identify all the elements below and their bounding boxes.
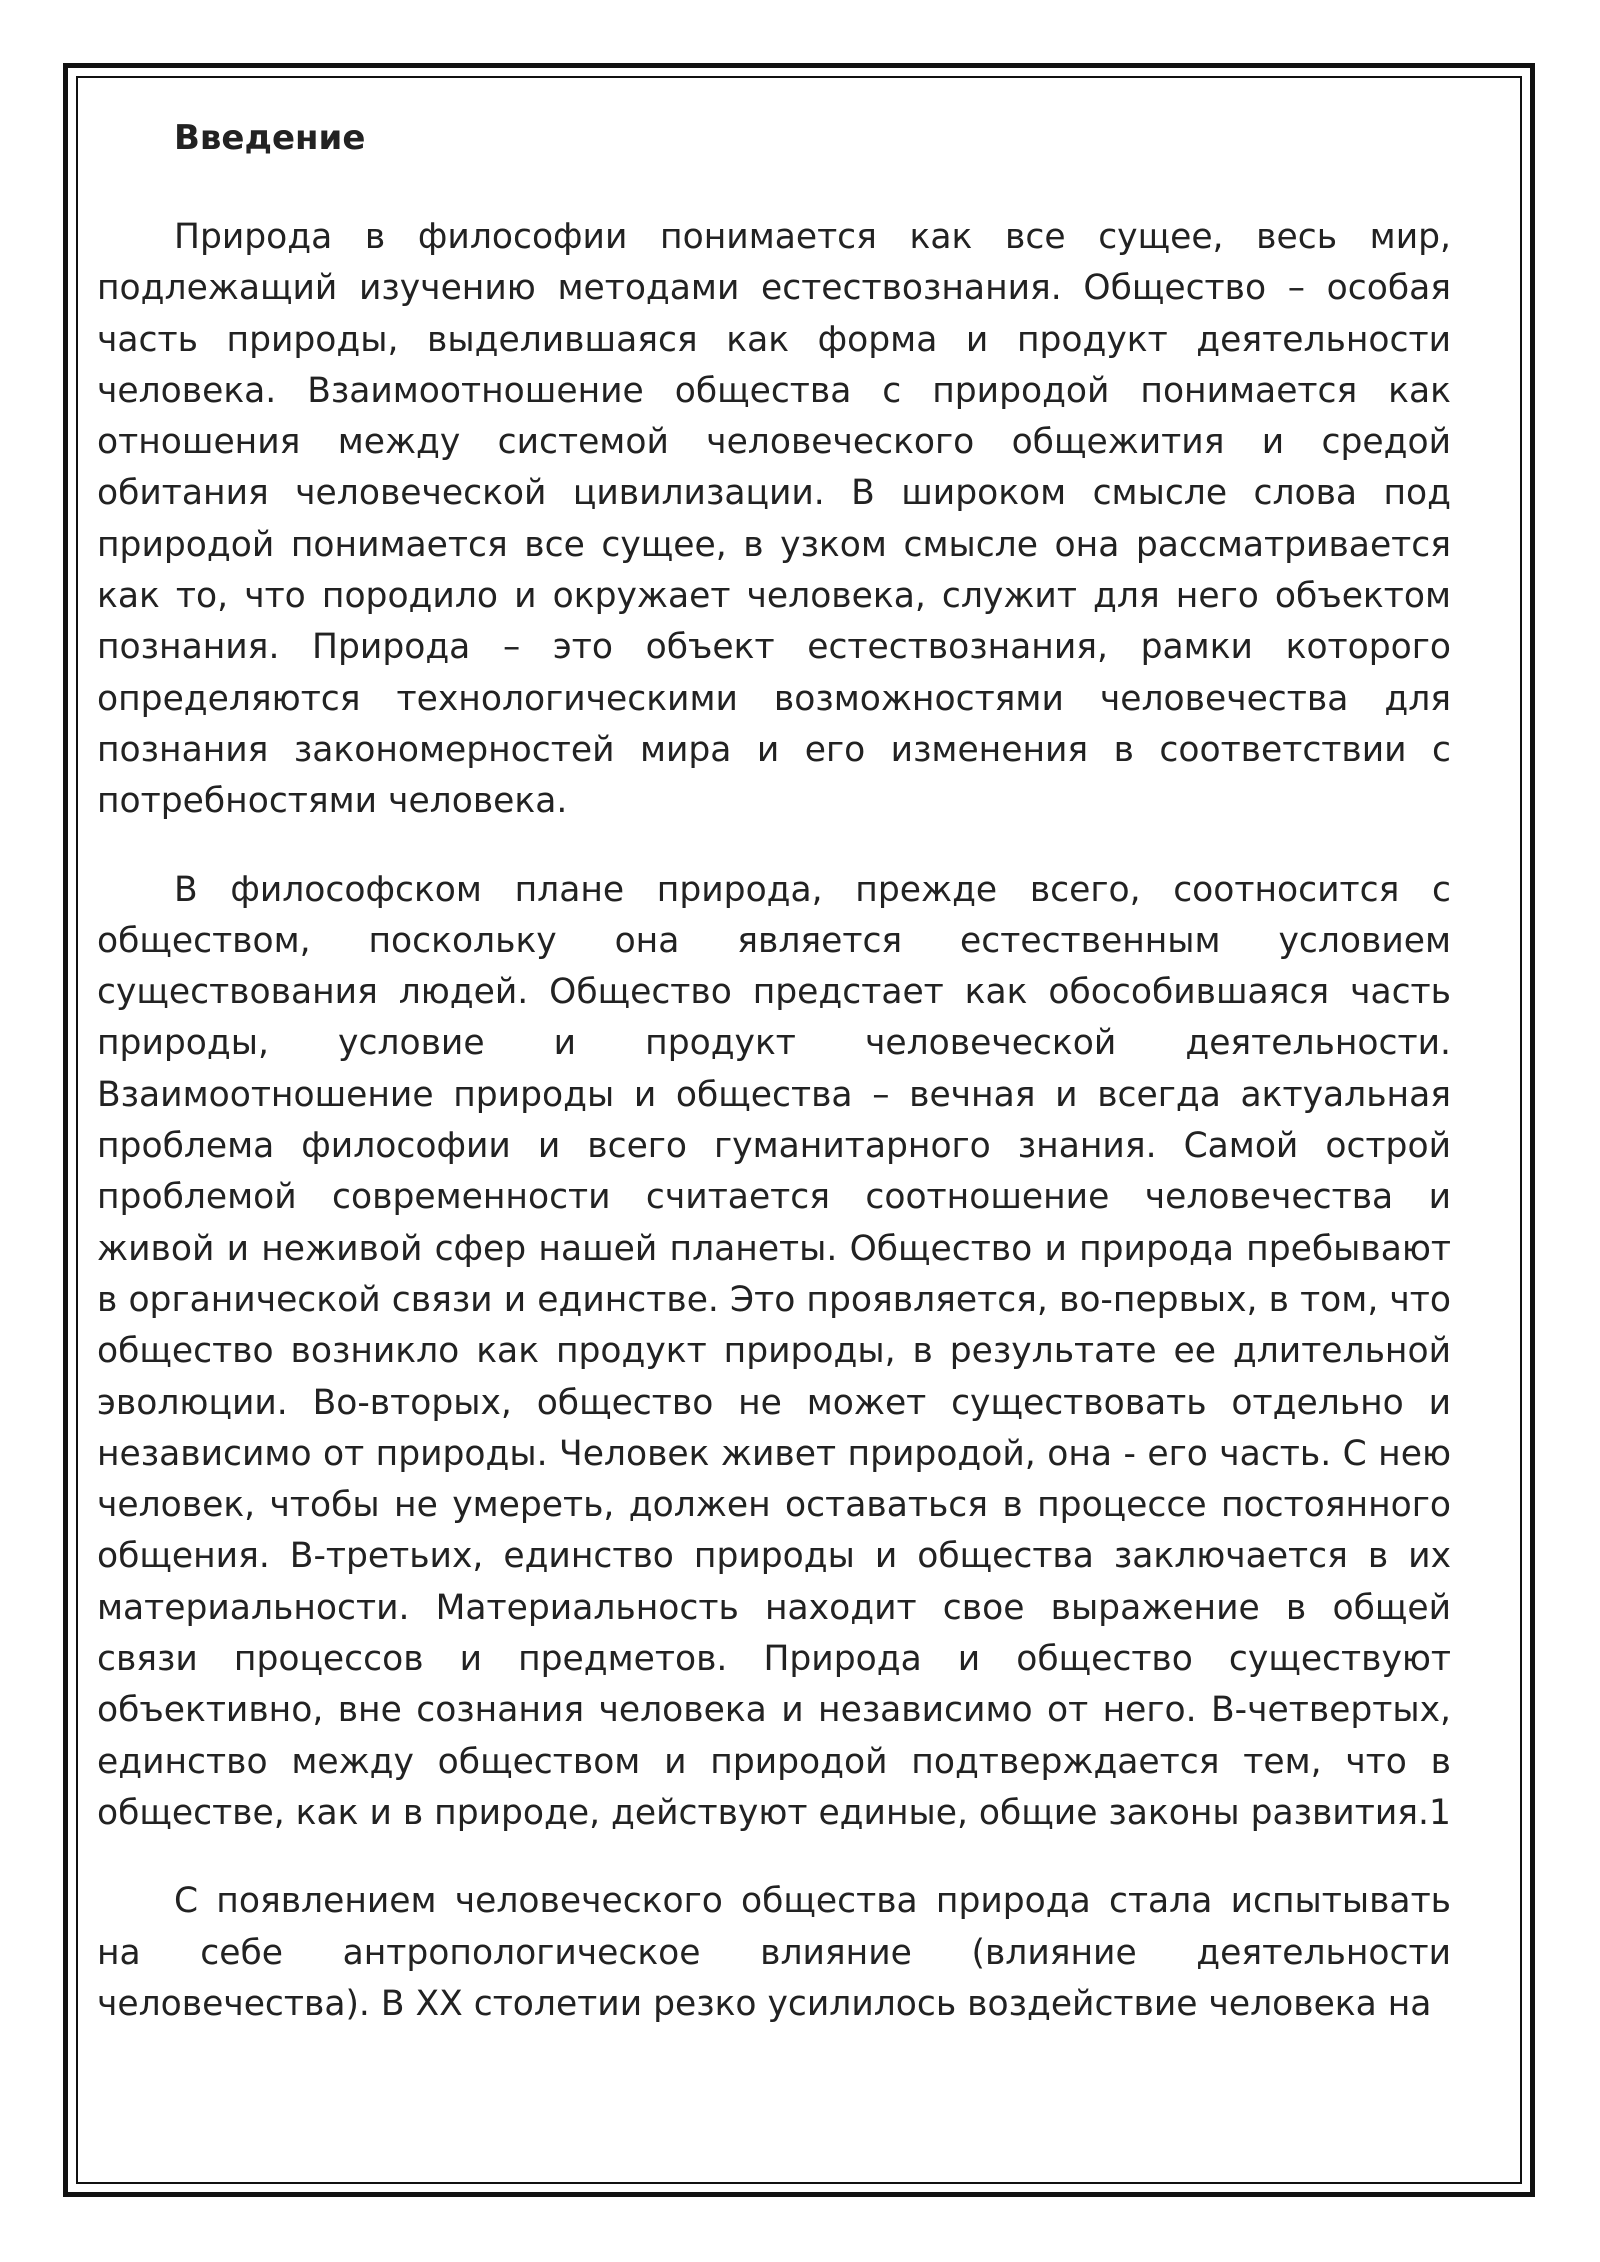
paragraph-1: Природа в философии понимается как все сущее, весь мир, подлежащий изучению методами естествознания. Общество – особая часть природы, выделившаяся как форма и продукт деятельности человека. Взаимоотношение общества с природой понимается как отношения между системой человеческого общежития и средой обитания человеческой цивилизации. В широком смысле слова под природой понимается все сущее, в узком смысле она рассматривается как то, что породило и окружает человека, служит для него объектом познания. Природа – это объект естествознания, рамки которого определяются технологическими возможностями человечества для познания закономерностей мира и его изменения в соответствии с потребностями человека.: [97, 217, 1451, 822]
paragraph-2: В философском плане природа, прежде всего, соотносится с обществом, поскольку она является естественным условием существования людей. Общество предстает как обособившаяся часть природы, условие и продукт человеческой деятельности. Взаимоотношение природы и общества – вечная и всегда актуальная проблема философии и всего гуманитарного знания. Самой острой проблемой современности считается соотношение человечества и живой и неживой сфер нашей планеты. Общество и природа пребывают в органической связи и единстве. Это проявляется, во-первых, в том, что общество возникло как продукт природы, в результате ее длительной эволюции. Во-вторых, общество не может существовать отдельно и независимо от природы. Человек живет природой, она - его часть. С нею человек, чтобы не умереть, должен оставаться в процессе постоянного общения. В-третьих, единство природы и общества заключается в их материальности. Материальность находит свое выражение в общей связи процессов и предметов. Природа и общество существуют объективно, вне сознания человека и независимо от него. В-четвертых, единство между обществом и природой подтверждается тем, что в обществе, как и в природе, действуют единые, общие законы развития.1: [97, 869, 1451, 1833]
section-heading: Введение: [174, 118, 366, 158]
paragraph-3: С появлением человеческого общества природа стала испытывать на себе антропологическое влияние (влияние деятельности человечества). В XX столетии резко усилилось воздействие человека на: [97, 1881, 1451, 2024]
document-body: [97, 113, 1451, 2067]
